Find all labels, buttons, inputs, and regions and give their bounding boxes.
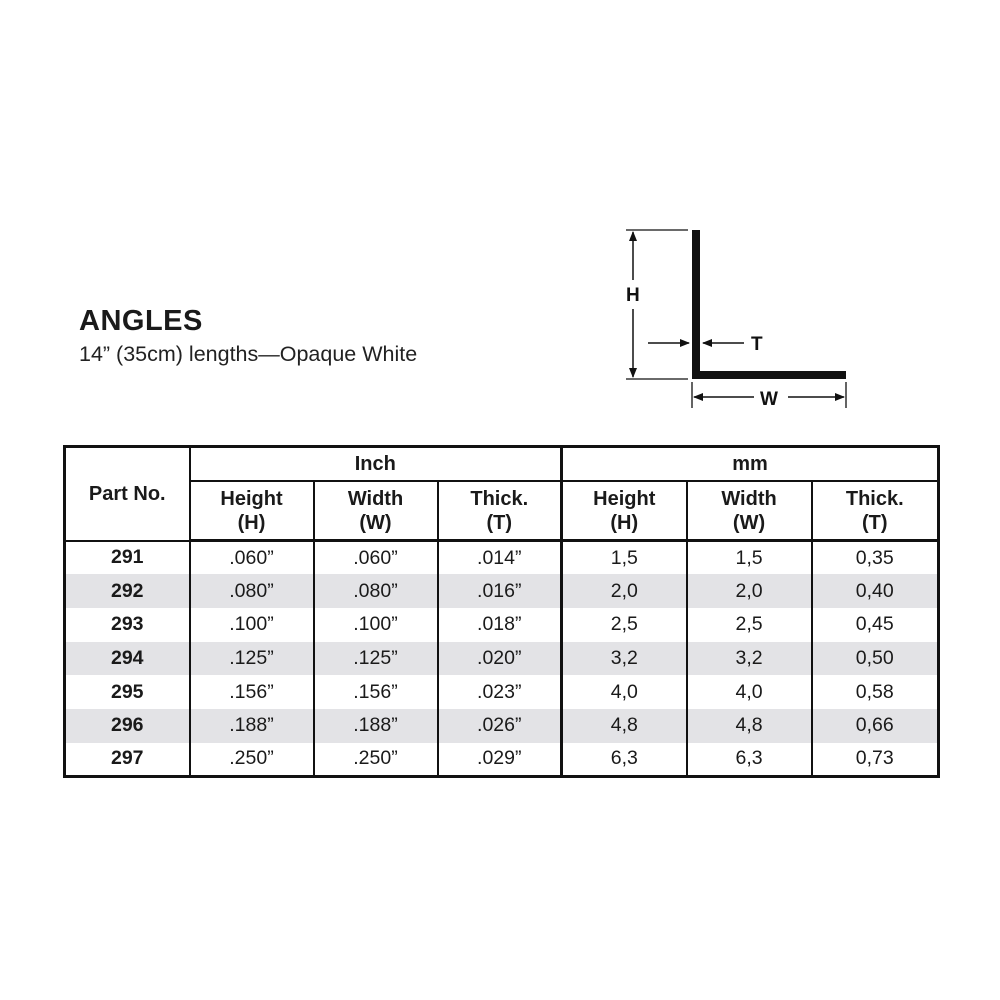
- table-cell: 4,0: [687, 675, 812, 709]
- table-cell: 0,40: [812, 574, 939, 608]
- table-cell: .080”: [314, 574, 438, 608]
- inch-group-header: Inch: [190, 447, 562, 482]
- column-header-line1: Width: [347, 487, 404, 510]
- mm-group-header: mm: [562, 447, 939, 482]
- table-cell: .156”: [190, 675, 314, 709]
- table-cell: 2,5: [687, 608, 812, 642]
- column-header: [438, 481, 562, 541]
- table-cell: 4,0: [562, 675, 687, 709]
- table-cell: 6,3: [687, 743, 812, 777]
- column-header-line2: (T): [862, 511, 888, 534]
- table-cell: .023”: [438, 675, 562, 709]
- table-cell: .060”: [314, 541, 438, 575]
- table-row: [65, 541, 939, 575]
- table-cell: .188”: [314, 709, 438, 743]
- table-cell: .250”: [190, 743, 314, 777]
- table-cell: .100”: [190, 608, 314, 642]
- table-cell: 3,2: [562, 642, 687, 676]
- table-cell: .125”: [190, 642, 314, 676]
- width-label: W: [760, 389, 778, 410]
- column-header-line1: Height: [220, 487, 283, 510]
- part-number-cell: 294: [65, 642, 190, 676]
- column-header-line2: (H): [237, 511, 266, 534]
- part-number-cell: 297: [65, 743, 190, 777]
- table-cell: 0,50: [812, 642, 939, 676]
- page-title: ANGLES: [79, 305, 203, 337]
- table-cell: 3,2: [687, 642, 812, 676]
- table-cell: .029”: [438, 743, 562, 777]
- table-cell: 2,0: [687, 574, 812, 608]
- table-cell: 0,45: [812, 608, 939, 642]
- part-number-cell: 291: [65, 541, 190, 575]
- table-row: [65, 574, 939, 608]
- column-header-line2: (T): [486, 511, 513, 534]
- part-number-cell: 296: [65, 709, 190, 743]
- part-number-header: Part No.: [65, 447, 190, 541]
- table-cell: 0,73: [812, 743, 939, 777]
- table-row: [65, 709, 939, 743]
- angles-spec-table: [63, 445, 940, 778]
- column-header-line1: Thick.: [845, 487, 904, 510]
- table-cell: 1,5: [687, 541, 812, 575]
- column-header: [812, 481, 939, 541]
- table-cell: .026”: [438, 709, 562, 743]
- table-cell: 0,66: [812, 709, 939, 743]
- table-cell: .020”: [438, 642, 562, 676]
- table-cell: 2,0: [562, 574, 687, 608]
- table-cell: .060”: [190, 541, 314, 575]
- angle-profile-shape: [692, 230, 846, 379]
- page-subtitle: 14” (35cm) lengths—Opaque White: [79, 342, 418, 366]
- table-cell: 4,8: [687, 709, 812, 743]
- table-cell: .016”: [438, 574, 562, 608]
- table-row: [65, 743, 939, 777]
- table-cell: 1,5: [562, 541, 687, 575]
- table-cell: .250”: [314, 743, 438, 777]
- column-header-line2: (W): [359, 511, 392, 534]
- part-number-cell: 293: [65, 608, 190, 642]
- column-header: [190, 481, 314, 541]
- angle-profile-diagram: [600, 215, 870, 415]
- column-header-line2: (W): [732, 511, 766, 534]
- part-number-cell: 292: [65, 574, 190, 608]
- table-row: [65, 675, 939, 709]
- height-label: H: [626, 285, 640, 306]
- table-row: [65, 608, 939, 642]
- column-header-line1: Width: [721, 487, 777, 510]
- table-cell: 0,35: [812, 541, 939, 575]
- table-cell: 0,58: [812, 675, 939, 709]
- thickness-label: T: [751, 334, 763, 355]
- table-cell: 2,5: [562, 608, 687, 642]
- table-cell: .125”: [314, 642, 438, 676]
- column-header-line1: Thick.: [470, 487, 529, 510]
- table-cell: .018”: [438, 608, 562, 642]
- column-header-line2: (H): [610, 511, 639, 534]
- table-cell: .100”: [314, 608, 438, 642]
- column-header: [687, 481, 812, 541]
- table-cell: .014”: [438, 541, 562, 575]
- part-number-cell: 295: [65, 675, 190, 709]
- column-header-line1: Height: [593, 487, 656, 510]
- table-cell: .080”: [190, 574, 314, 608]
- table-cell: .188”: [190, 709, 314, 743]
- table-cell: 4,8: [562, 709, 687, 743]
- table-cell: .156”: [314, 675, 438, 709]
- column-header: [562, 481, 687, 541]
- table-cell: 6,3: [562, 743, 687, 777]
- table-row: [65, 642, 939, 676]
- column-header: [314, 481, 438, 541]
